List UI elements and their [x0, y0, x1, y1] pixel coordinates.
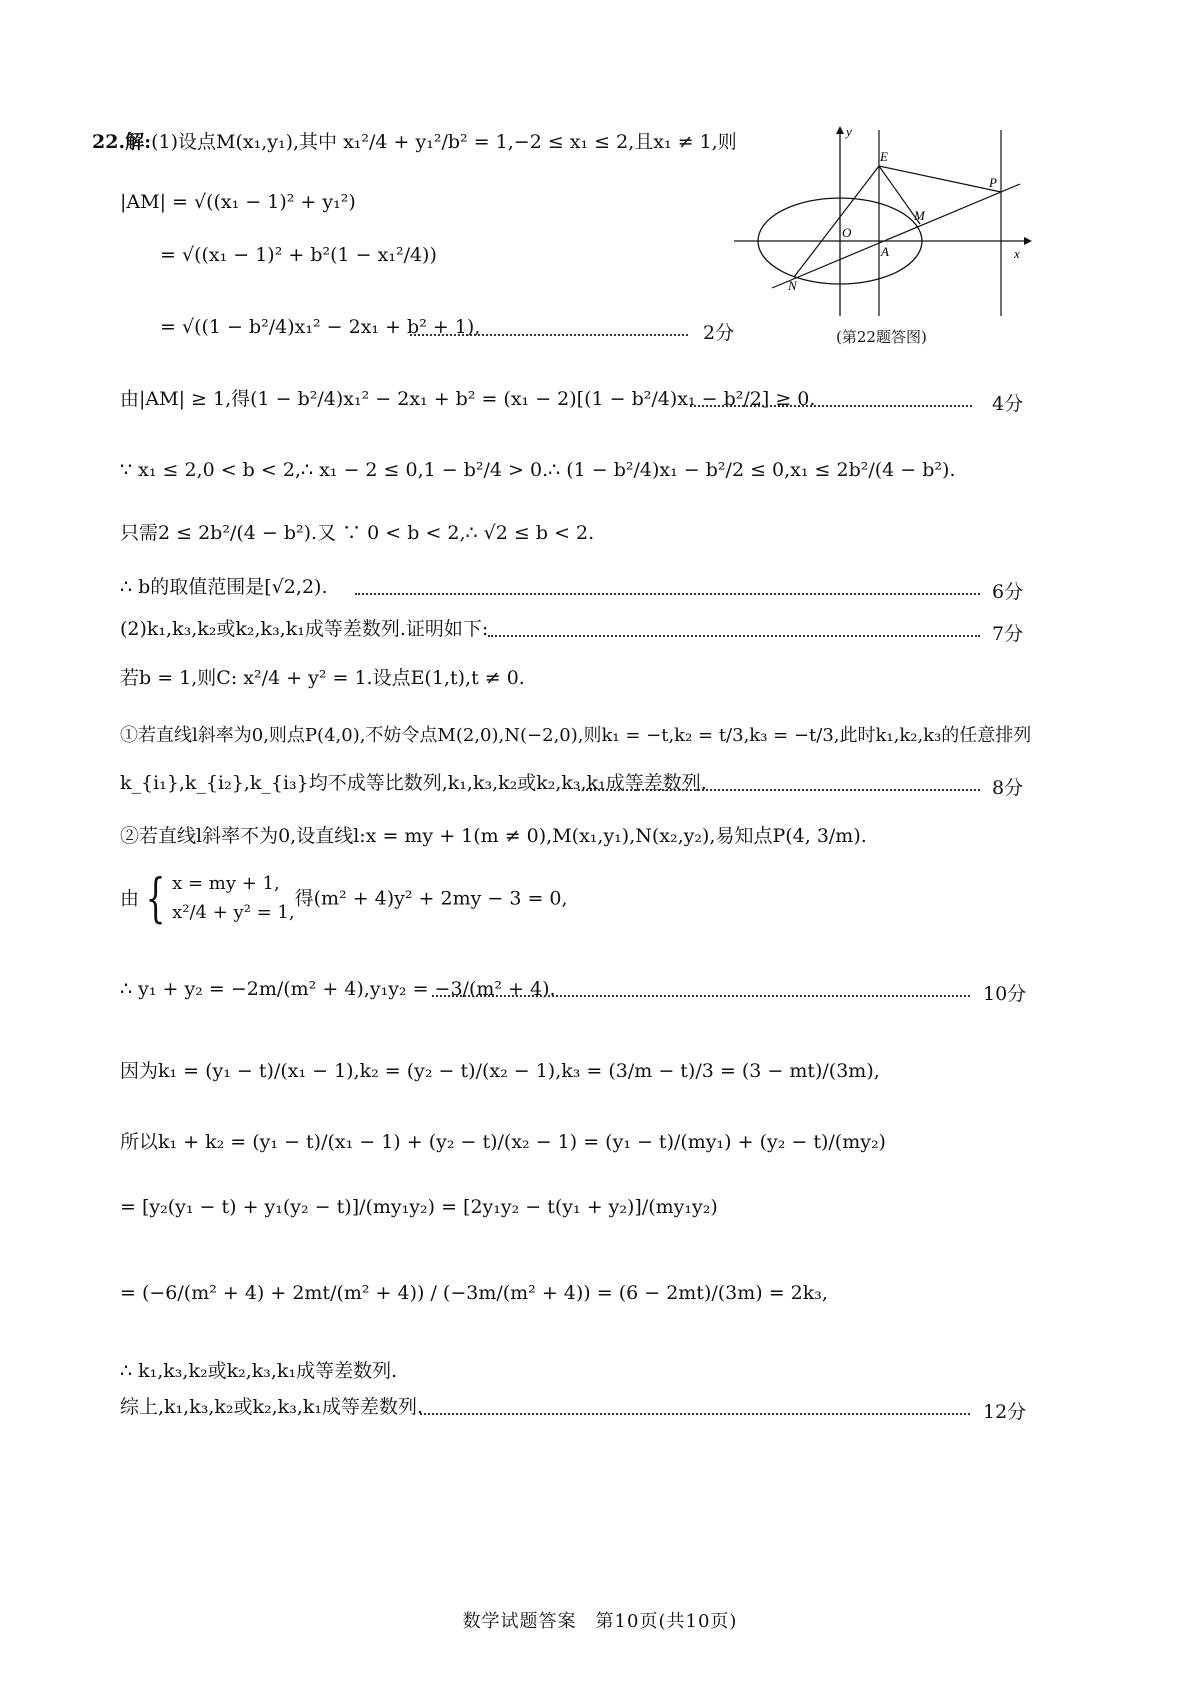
label-x: x — [1014, 246, 1020, 261]
system-eq-1: x = my + 1, — [172, 873, 280, 894]
figure-caption: (第22题答图) — [836, 328, 927, 346]
line-19: = (−6/(m² + 4) + 2mt/(m² + 4)) / (−3m/(m² + 4)) = (6 − 2mt)/(3m) = 2k₃, — [120, 1282, 828, 1304]
line-6: ∵ x₁ ≤ 2,0 < b < 2,∴ x₁ − 2 ≤ 0,1 − b²/4 > 0.∴ (1 − b²/4)x₁ − b²/2 ≤ 0,x₁ ≤ 2b²/(4 − b²). — [120, 459, 956, 481]
line-9: (2)k₁,k₃,k₂或k₂,k₃,k₁成等差数列.证明如下: — [120, 618, 489, 640]
label-P: P — [989, 175, 997, 190]
leader-dots — [355, 593, 980, 595]
system-result: 得(m² + 4)y² + 2my − 3 = 0, — [294, 887, 568, 910]
score-12: 12分 — [983, 1401, 1027, 1423]
score-2: 2分 — [703, 322, 735, 344]
system-eq-2: x²/4 + y² = 1, — [172, 901, 295, 923]
label-A: A — [881, 244, 889, 259]
solve-label: 解: — [125, 131, 152, 153]
line-8: ∴ b的取值范围是[√2,2). — [120, 576, 328, 598]
line-4: = √((1 − b²/4)x₁² − 2x₁ + b² + 1), — [160, 316, 481, 338]
problem-number: 22. — [92, 131, 126, 153]
line-18: = [y₂(y₁ − t) + y₁(y₂ − t)]/(my₁y₂) = [2y₁y₂ − t(y₁ + y₂)]/(my₁y₂) — [120, 1196, 718, 1218]
leader-dots — [488, 635, 980, 637]
leader-dots — [410, 334, 688, 336]
leader-dots — [690, 405, 972, 407]
score-10: 10分 — [983, 983, 1027, 1005]
left-brace: { — [145, 868, 166, 929]
line-16: 因为k₁ = (y₁ − t)/(x₁ − 1),k₂ = (y₂ − t)/(x₂ − 1),k₃ = (3/m − t)/3 = (3 − mt)/(3m), — [120, 1060, 880, 1082]
label-O: O — [842, 225, 852, 240]
label-M: M — [914, 208, 925, 223]
ellipse-figure — [728, 120, 1038, 320]
line-1: (1)设点M(x₁,y₁),其中 x₁²/4 + y₁²/b² = 1,−2 ≤ x₁ ≤ 2,且x₁ ≠ 1,则 — [151, 131, 737, 153]
score-8: 8分 — [992, 777, 1024, 799]
line-7: 只需2 ≤ 2b²/(4 − b²).又 ∵ 0 < b < 2,∴ √2 ≤ b < 2. — [120, 522, 595, 544]
label-N: N — [788, 278, 797, 293]
equation-system: 由 { x = my + 1, x²/4 + y² = 1, 得(m² + 4)y² + 2my − 3 = 0, — [120, 868, 568, 929]
leader-dots — [432, 995, 970, 997]
line-21: 综上,k₁,k₃,k₂或k₂,k₃,k₁成等差数列. — [120, 1396, 424, 1418]
label-E: E — [880, 149, 888, 164]
score-7: 7分 — [992, 623, 1024, 645]
line-17: 所以k₁ + k₂ = (y₁ − t)/(x₁ − 1) + (y₂ − t)/(x₂ − 1) = (y₁ − t)/(my₁) + (y₂ − t)/(my₂) — [120, 1131, 886, 1153]
line-12: k_{i₁},k_{i₂},k_{i₃}均不成等比数列,k₁,k₃,k₂或k₂,k₃,k₁成等差数列. — [120, 772, 707, 794]
line-11: ①若直线l斜率为0,则点P(4,0),不妨令点M(2,0),N(−2,0),则k₁ = −t,k₂ = t/3,k₃ = −t/3,此时k₁,k₂,k₃的任意排列 — [120, 725, 1032, 746]
score-6: 6分 — [992, 581, 1024, 603]
line-15: ∴ y₁ + y₂ = −2m/(m² + 4),y₁y₂ = −3/(m² + 4). — [120, 978, 556, 1000]
line-20: ∴ k₁,k₃,k₂或k₂,k₃,k₁成等差数列. — [120, 1360, 398, 1382]
score-4: 4分 — [992, 393, 1024, 415]
line-13: ②若直线l斜率不为0,设直线l:x = my + 1(m ≠ 0),M(x₁,y₁),N(x₂,y₂),易知点P(4, 3/m). — [120, 825, 867, 847]
line-5: 由|AM| ≥ 1,得(1 − b²/4)x₁² − 2x₁ + b² = (x₁ − 2)[(1 − b²/4)x₁ − b²/2] ≥ 0. — [120, 388, 816, 410]
page-footer: 数学试题答案 第10页(共10页) — [462, 1611, 738, 1632]
label-y: y — [846, 124, 852, 139]
line-3: = √((x₁ − 1)² + b²(1 − x₁²/4)) — [160, 244, 437, 266]
leader-dots — [420, 1413, 970, 1415]
line-2: |AM| = √((x₁ − 1)² + y₁²) — [120, 191, 356, 213]
line-10: 若b = 1,则C: x²/4 + y² = 1.设点E(1,t),t ≠ 0. — [120, 667, 525, 689]
problem-22-header — [92, 133, 737, 152]
leader-dots — [578, 789, 980, 791]
